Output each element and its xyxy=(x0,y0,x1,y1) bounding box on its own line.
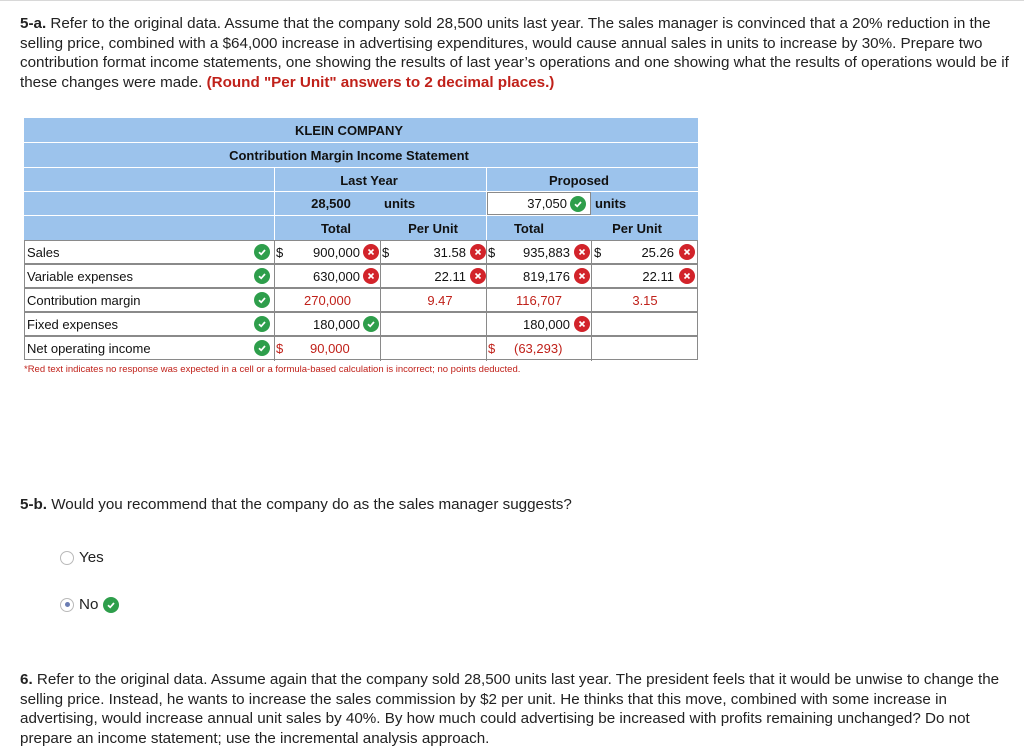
correct-check-icon xyxy=(254,292,270,308)
proposed-heading: Proposed xyxy=(549,172,609,188)
correct-check-icon xyxy=(254,244,270,260)
variable-proposed-total[interactable]: 819,176 xyxy=(523,268,570,284)
sales-last-year-per-unit[interactable]: 31.58 xyxy=(433,244,466,260)
incorrect-x-icon xyxy=(470,244,486,260)
currency-sign: $ xyxy=(276,340,284,356)
incorrect-x-icon xyxy=(363,268,379,284)
column-divider xyxy=(274,240,275,361)
contribution-margin-table xyxy=(24,118,698,363)
currency-sign: $ xyxy=(382,244,390,260)
question-5b-label: 5-b. xyxy=(20,496,48,513)
currency-sign: $ xyxy=(276,244,284,260)
table-footnote: *Red text indicates no response was expected in a cell or a formula-based calculation is incorrect; no points deducted. xyxy=(24,364,521,375)
option-no-label: No xyxy=(79,596,99,613)
currency-sign: $ xyxy=(488,340,496,356)
variable-last-year-total[interactable]: 630,000 xyxy=(313,268,360,284)
proposed-units-label: units xyxy=(595,196,627,211)
cm-last-year-per-unit: 9.47 xyxy=(427,292,453,308)
question-6-label: 6. xyxy=(20,671,33,688)
correct-check-icon xyxy=(570,196,586,212)
option-no[interactable] xyxy=(60,596,119,613)
incorrect-x-icon xyxy=(470,268,486,284)
option-yes-label: Yes xyxy=(79,549,104,566)
table-row xyxy=(24,312,698,336)
proposed-units-value: 37,050 xyxy=(527,196,567,211)
company-name: KLEIN COMPANY xyxy=(294,122,404,138)
column-divider xyxy=(380,240,381,361)
sales-proposed-per-unit[interactable]: 25.26 xyxy=(641,244,674,260)
question-5b-text: Would you recommend that the company do as the sales manager suggests? xyxy=(47,496,572,513)
last-year-total-heading: Total xyxy=(320,220,352,236)
rounding-note: (Round "Per Unit" answers to 2 decimal places.) xyxy=(206,73,555,91)
noi-last-year-total: 90,000 xyxy=(310,340,350,356)
question-5a-label: 5-a. xyxy=(20,15,47,32)
last-year-units: 28,500 xyxy=(311,196,351,211)
radio-yes[interactable] xyxy=(60,551,74,565)
row-label-fixed-expenses: Fixed expenses xyxy=(27,316,119,332)
fixed-last-year-total[interactable]: 180,000 xyxy=(313,316,360,332)
correct-check-icon xyxy=(363,316,379,332)
question-6-text: Refer to the original data. Assume again that the company sold 28,500 units last year. The president feels that it would be unwise to change the selling price. Instead, he wants to increase the sales commission by $2 per unit. He thinks that this move, combined with some increase in advertising, would increase annual unit sales by 40%. By how much could advertising be increased with profits remaining unchanged? Do not prepare an income statement; use the incremental analysis approach. xyxy=(20,671,1000,747)
currency-sign: $ xyxy=(488,244,496,260)
correct-check-icon xyxy=(254,268,270,284)
radio-no[interactable] xyxy=(60,598,74,612)
statement-title: Contribution Margin Income Statement xyxy=(229,147,469,163)
last-year-heading: Last Year xyxy=(340,172,398,188)
question-5a xyxy=(20,14,1010,92)
question-5a-text: Refer to the original data. Assume that the company sold 28,500 units last year. The sales manager is convinced that a 20% reduction in the selling price, combined with a $64,000 increase in advertising expenditures, would cause annual sales in units to increase by 30%. Prepare two contribution format income statements, one showing the results of last year’s operations and one showing what the results of operations would be if these changes were made. xyxy=(20,15,1009,91)
option-yes[interactable] xyxy=(60,549,104,566)
incorrect-x-icon xyxy=(574,268,590,284)
incorrect-x-icon xyxy=(679,268,695,284)
cm-proposed-total: 116,707 xyxy=(515,292,563,308)
proposed-per-unit-heading: Per Unit xyxy=(612,220,662,236)
proposed-total-heading: Total xyxy=(513,220,545,236)
question-6 xyxy=(20,670,1010,748)
column-divider xyxy=(591,240,592,361)
currency-sign: $ xyxy=(594,244,602,260)
cm-proposed-per-unit: 3.15 xyxy=(632,292,658,308)
last-year-per-unit-heading: Per Unit xyxy=(408,220,458,236)
row-label-sales: Sales xyxy=(27,244,60,260)
incorrect-x-icon xyxy=(679,244,695,260)
sales-last-year-total[interactable]: 900,000 xyxy=(313,244,360,260)
question-5b xyxy=(20,495,1010,515)
radio-selected-dot xyxy=(65,602,70,607)
cm-last-year-total: 270,000 xyxy=(304,292,351,308)
sales-proposed-total[interactable]: 935,883 xyxy=(523,244,570,260)
row-label-contribution-margin: Contribution margin xyxy=(27,292,141,308)
row-label-net-operating-income: Net operating income xyxy=(27,340,151,356)
fixed-proposed-total[interactable]: 180,000 xyxy=(523,316,570,332)
incorrect-x-icon xyxy=(363,244,379,260)
top-divider xyxy=(0,0,1024,1)
column-divider xyxy=(486,240,487,361)
noi-proposed-total: (63,293) xyxy=(514,340,563,356)
last-year-units-label: units xyxy=(384,196,416,211)
correct-check-icon xyxy=(254,316,270,332)
correct-check-icon xyxy=(254,340,270,356)
variable-proposed-per-unit[interactable]: 22.11 xyxy=(642,268,674,284)
incorrect-x-icon xyxy=(574,244,590,260)
row-label-variable-expenses: Variable expenses xyxy=(27,268,133,284)
incorrect-x-icon xyxy=(574,316,590,332)
variable-last-year-per-unit[interactable]: 22.11 xyxy=(434,268,466,284)
correct-check-icon xyxy=(103,597,119,613)
